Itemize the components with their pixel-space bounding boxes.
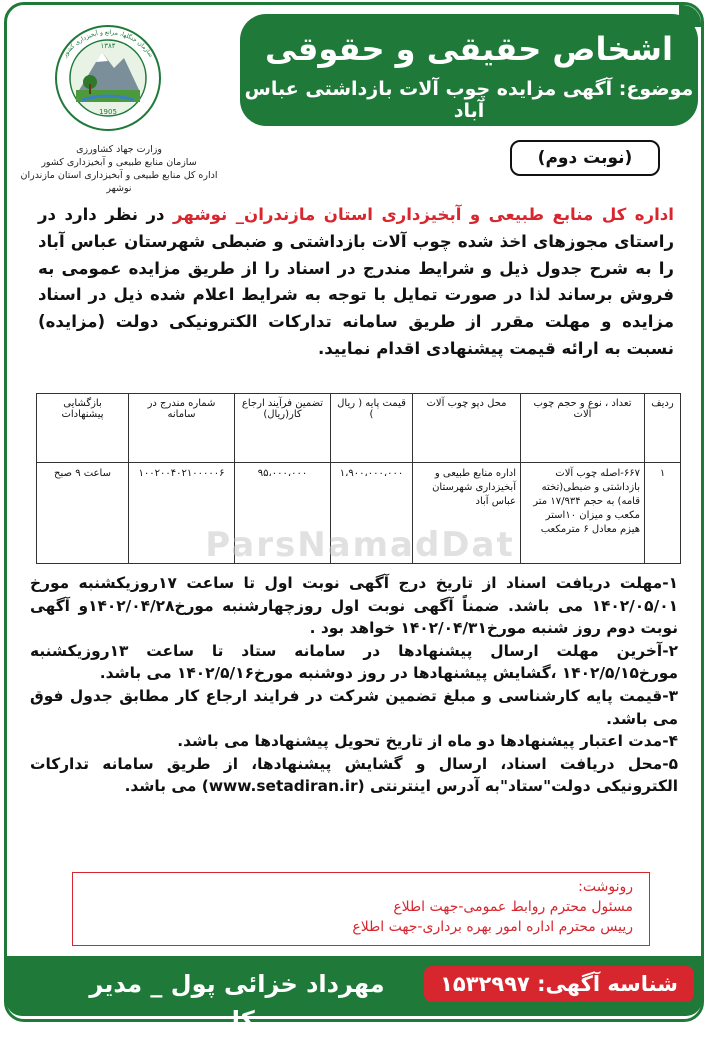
organization-logo — [22, 18, 194, 133]
cc-line-1: مسئول محترم روابط عمومی-جهت اطلاع — [393, 899, 633, 915]
intro-paragraph — [38, 202, 674, 363]
cell-row-number: ۱ — [645, 463, 681, 564]
header-depot-location: محل دپو چوب آلات — [413, 394, 521, 463]
org-line-3: اداره کل منابع طبیعی و آبخیزداری استان مازندران نوشهر — [20, 170, 218, 194]
cell-system-number: ۱۰۰۲۰۰۴۰۲۱۰۰۰۰۰۶ — [129, 463, 235, 564]
cc-heading: رونوشت: — [578, 879, 633, 895]
page-title: اشخاص حقیقی و حقوقی — [265, 30, 673, 68]
condition-item: ۱-مهلت دریافت اسناد از تاریخ درج آگهی نوبت اول تا ساعت ۱۷روزیکشنبه مورخ ۱۴۰۲/۰۵/۰۱ می باشد. ضمناً آگهی نوبت اول روزچهارشنبه مورخ۱۴۰۲/۰۴/۲۸و آگهی نوبت دوم روز شنبه مورخ۱۴۰۲/۰۴/۳۱ خواهد بود . — [30, 574, 678, 638]
cell-opening-time: ساعت ۹ صبح — [37, 463, 129, 564]
page-subject: موضوع: آگهی مزایده چوب آلات بازداشتی عباس آباد — [244, 78, 694, 122]
table-header-row — [37, 394, 681, 463]
cell-base-price: ۱،۹۰۰،۰۰۰،۰۰۰ — [331, 463, 413, 564]
header-base-price: قیمت پایه ( ریال ) — [331, 394, 413, 463]
cell-guarantee: ۹۵،۰۰۰،۰۰۰ — [235, 463, 331, 564]
cc-line-2: رییس محترم اداره امور بهره برداری-جهت اطلاع — [352, 919, 633, 935]
manager-signature: مهرداد خزائی پول _ مدیر کل — [89, 970, 385, 1034]
intro-highlight: اداره کل منابع طبیعی و آبخیزداری استان مازندران_ نوشهر — [173, 205, 674, 224]
logo-ring-text: سازمان جنگلها، مراتع و آبخیزداری کشور — [61, 28, 155, 59]
intro-text: در نظر دارد در راستای مجوزهای اخذ شده چوب آلات بازداشتی و ضبطی شهرستان عباس آباد را به شرح جدول ذیل و شرایط مندرج در اسناد را از طریق مزایده عمومی به فروش برساند لذا در صورت تمایل با توجه به شرایط اعلام شده ذیل در اسناد مزایده و مهلت مقرر از طریق سامانه تدارکات الکترونیکی دولت (مزایده) نسبت به ارائه قیمت پیشنهادی اقدام نمایید. — [38, 205, 674, 358]
header-wood-description: تعداد ، نوع و حجم چوب آلات — [521, 394, 645, 463]
cell-wood-description: ۶۶۷-اصله چوب آلات بازداشتی و ضبطی(تخته قامه) به حجم ۱۷/۹۳۴ متر مکعب و میزان ۱۰استر هیزم معادل ۶ مترمکعب — [521, 463, 645, 564]
footer-bar — [6, 956, 702, 1034]
logo-year-bottom: 1905 — [99, 108, 117, 116]
org-line-2: سازمان منابع طبیعی و آبخیزداری کشور — [41, 157, 197, 168]
cell-depot-location: اداره منابع طبیعی و آبخیزداری شهرستان عباس آباد — [413, 463, 521, 564]
logo-year-top: ۱۳۸۴ — [100, 42, 116, 50]
header-row-number: ردیف — [645, 394, 681, 463]
condition-item: ۴-مدت اعتبار پیشنهادها دو ماه از تاریخ تحویل پیشنهادها می باشد. — [177, 732, 678, 751]
watermark: ParsNamadDat — [205, 525, 515, 565]
condition-item: ۳-قیمت پایه کارشناسی و مبلغ تضمین شرکت در فرایند ارجاع کار مطابق جدول فوق می باشد. — [30, 686, 678, 728]
org-line-1: وزارت جهاد کشاورزی — [76, 144, 162, 155]
title-box — [240, 14, 698, 126]
organization-lines — [14, 143, 224, 195]
header-opening-time: بازگشایی پیشنهادات — [37, 394, 129, 463]
condition-item: ۵-محل دریافت اسناد، ارسال و گشایش پیشنهادها، از طریق سامانه تدارکات الکترونیکی دولت"ستاد"به آدرس اینترنتی (www.setadiran.ir) می باشد. — [30, 754, 678, 796]
header-guarantee: تضمین فرآیند ارجاع کار(ریال) — [235, 394, 331, 463]
header-system-number: شماره مندرج در سامانه — [129, 394, 235, 463]
condition-item: ۲-آخرین مهلت ارسال پیشنهادها در سامانه ستاد تا ساعت ۱۳روزیکشنبه مورخ۱۴۰۲/۵/۱۵ ،گشایش پیشنهادها در روز دوشنبه مورخ۱۴۰۲/۵/۱۶ می باشد. — [30, 641, 678, 683]
ad-id-badge: شناسه آگهی: ۱۵۳۲۹۹۷ — [424, 966, 694, 1002]
round-badge: (نوبت دوم) — [510, 140, 660, 176]
copy-recipients-box — [72, 872, 650, 946]
conditions-list — [30, 572, 678, 798]
